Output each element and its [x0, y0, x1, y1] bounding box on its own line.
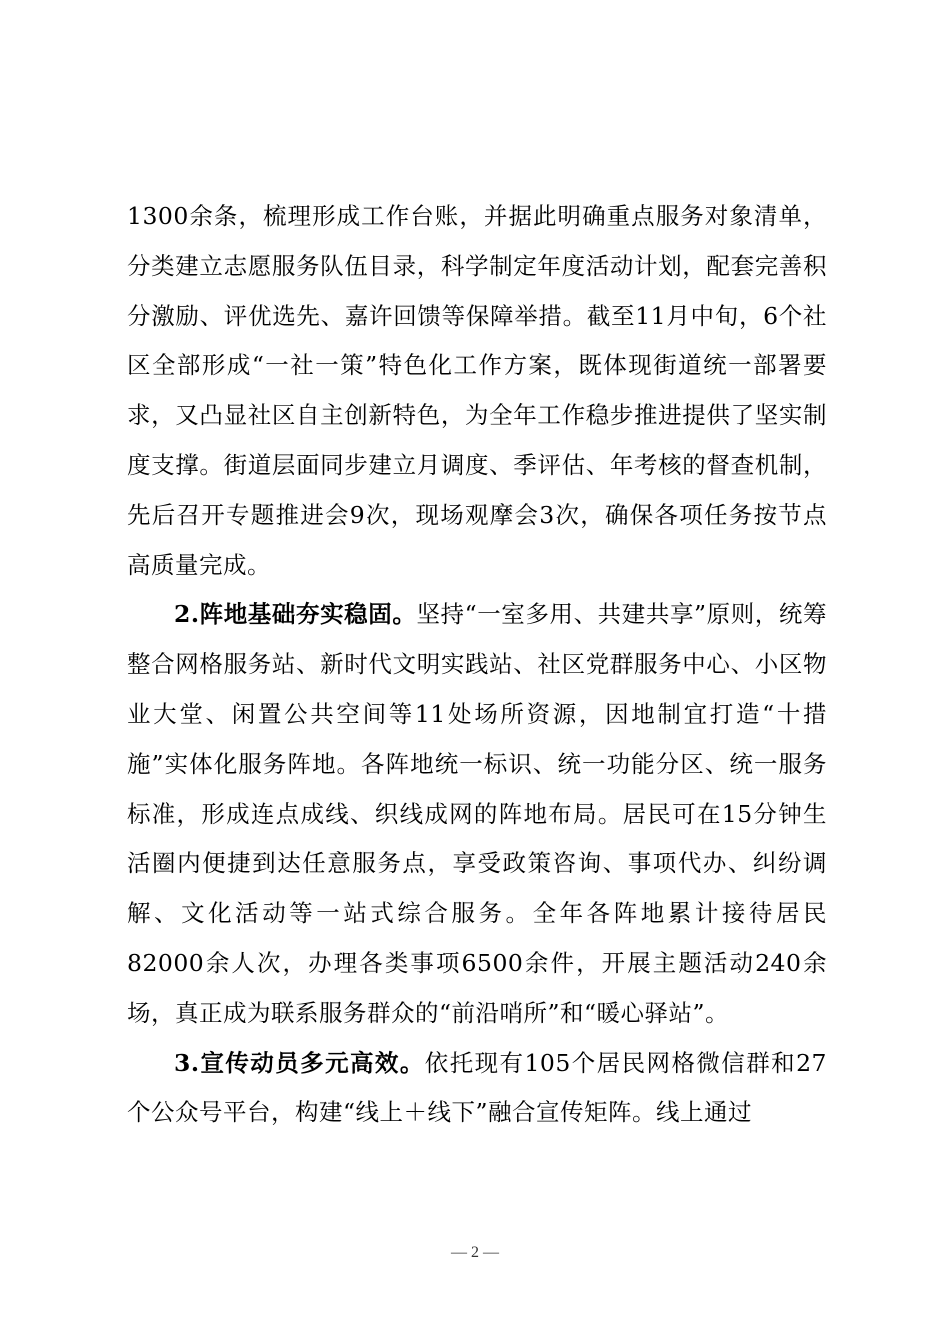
paragraph-3-text: 依托现有105个居民网格微信群和27个公众号平台，构建“线上＋线下”融合宣传矩阵。线上通过: [127, 1048, 827, 1127]
paragraph-1-text: 1300余条，梳理形成工作台账，并据此明确重点服务对象清单，分类建立志愿服务队伍目录，科学制定年度活动计划，配套完善积分激励、评优选先、嘉许回馈等保障举措。截至11月中旬，6个社区全部形成“一社一策”特色化工作方案，既体现街道统一部署要求，又凸显社区自主创新特色，为全年工作稳步推进提供了坚实制度支撑。街道层面同步建立月调度、季评估、年考核的督查机制，先后召开专题推进会9次，现场观摩会3次，确保各项任务按节点高质量完成。: [127, 202, 827, 579]
paragraph-1: [127, 192, 827, 590]
paragraph-2-lead: 2.阵地基础夯实稳固。: [174, 600, 417, 629]
paragraph-3: [127, 1039, 827, 1139]
paragraph-2-text: 坚持“一室多用、共建共享”原则，统筹整合网格服务站、新时代文明实践站、社区党群服务中心、小区物业大堂、闲置公共空间等11处场所资源，因地制宜打造“十措施”实体化服务阵地。各阵地统一标识、统一功能分区、统一服务标准，形成连点成线、织线成网的阵地布局。居民可在15分钟生活圈内便捷到达任意服务点，享受政策咨询、事项代办、纠纷调解、文化活动等一站式综合服务。全年各阵地累计接待居民82000余人次，办理各类事项6500余件，开展主题活动240余场，真正成为联系服务群众的“前沿哨所”和“暖心驿站”。: [127, 600, 827, 1027]
paragraph-2: [127, 590, 827, 1038]
body-text: [127, 192, 827, 1138]
page-number: — 2 —: [451, 1244, 499, 1261]
paragraph-3-lead: 3.宣传动员多元高效。: [174, 1048, 425, 1077]
